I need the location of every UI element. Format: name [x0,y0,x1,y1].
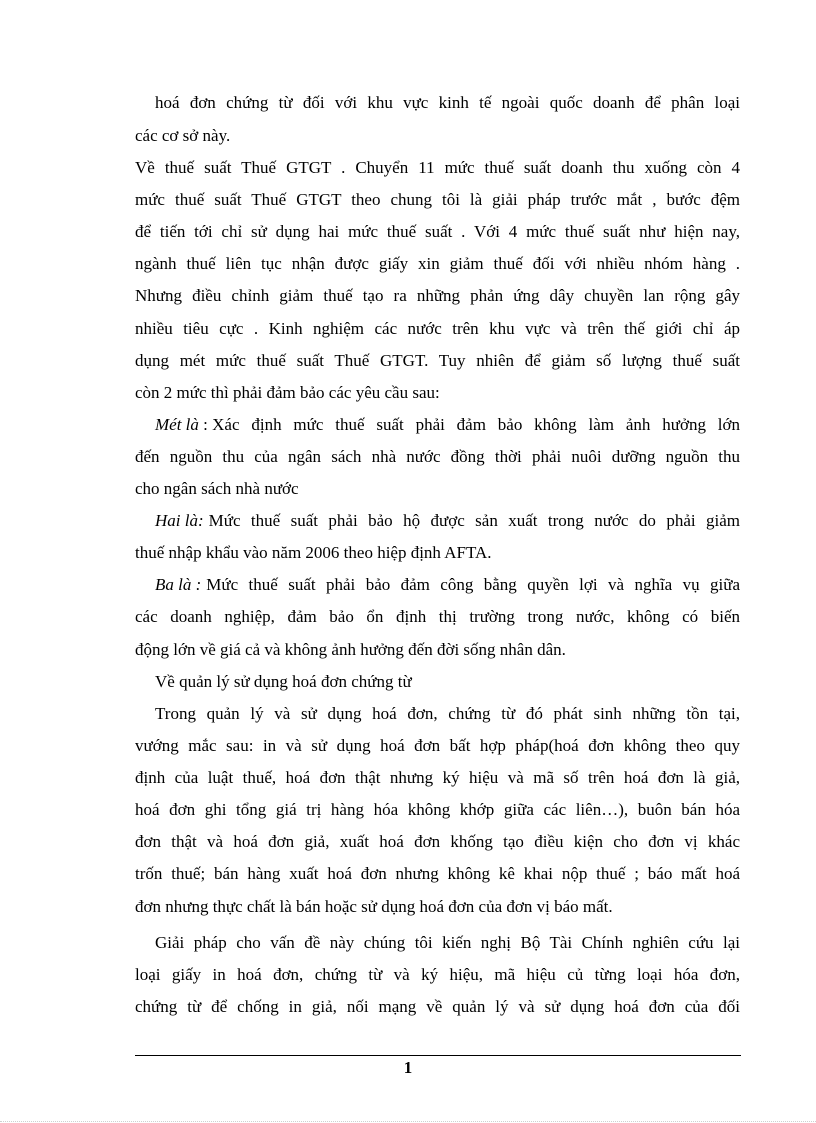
text-line: trốn thuế; bán hàng xuất hoá đơn nhưng không kê khai nộp thuế ; báo mất hoá [135,864,740,883]
text-line: các doanh nghiệp, đảm bảo ổn định thị trường trong nước, không có biến [135,607,740,626]
list-item-second [155,510,740,532]
text-line: nhiều tiêu cực . Kinh nghiệm các nước trên khu vực và trên thế giới chỉ áp [135,319,740,338]
text-line: chứng từ để chống in giả, nối mạng về quản lý và sử dụng hoá đơn của đối [135,997,740,1016]
text-line: cho ngân sách nhà nước [135,479,299,498]
text-line: còn 2 mức thì phải đảm bảo các yêu cầu sau: [135,383,440,402]
text-line: các cơ sở này. [135,126,231,145]
list-item-third [155,574,740,596]
text-line: Về thuế suất Thuế GTGT . Chuyển 11 mức thuế suất doanh thu xuống còn 4 [135,158,740,177]
text-line: Giải pháp cho vấn đề này chúng tôi kiến nghị Bộ Tài Chính nghiên cứu lại [155,933,740,952]
text-line: loại giấy in hoá đơn, chứng từ và ký hiệu, mã hiệu củ từng loại hóa đơn, [135,965,740,984]
text-line: hoá đơn chứng từ đối với khu vực kinh tế ngoài quốc doanh để phân loại [155,93,740,112]
text-line: Mức thuế suất phải bảo hộ được sản xuất trong nước do phải giảm [208,511,740,530]
text-line: đơn nhưng thực chất là bán hoặc sử dụng hoá đơn của đơn vị báo mất. [135,897,613,916]
text-line: dụng mét mức thuế suất Thuế GTGT. Tuy nhiên để giảm số lượng thuế suất [135,351,740,370]
label-first: Mét là [155,415,199,434]
text-line: đến nguồn thu của ngân sách nhà nước đồng thời phải nuôi dưỡng nguồn thu [135,447,740,466]
label-second: Hai là: [155,511,204,530]
text-line: hoá đơn ghi tổng giá trị hàng hóa không khớp giữa các liên…), buôn bán hóa [135,800,740,819]
text-line: vướng mắc sau: in và sử dụng hoá đơn bất hợp pháp(hoá đơn không theo quy [135,736,740,755]
text-line: Xác định mức thuế suất phải đảm bảo không làm ảnh hưởng lớn [212,415,740,434]
list-item-first [155,414,740,436]
text-line: đơn thật và hoá đơn giả, xuất hoá đơn khống tạo điều kiện cho đơn vị khác [135,832,740,851]
text-line: Mức thuế suất phải bảo đảm công bằng quyền lợi và nghĩa vụ giữa [206,575,740,594]
text-line: mức thuế suất Thuế GTGT theo chung tôi là giải pháp trước mắt , bước đệm [135,190,740,209]
text-line: Trong quản lý và sử dụng hoá đơn, chứng từ đó phát sinh những tồn tại, [155,704,740,723]
label-separator: : [198,415,213,434]
page-bottom-border [0,1121,816,1122]
footer-rule [135,1055,741,1056]
text-line: thuế nhập khẩu vào năm 2006 theo hiệp định AFTA. [135,543,492,562]
text-line: định của luật thuế, hoá đơn thật nhưng ký hiệu và mã số trên hoá đơn là giả, [135,768,740,787]
text-line: động lớn về giá cả và không ảnh hưởng đến đời sống nhân dân. [135,640,566,659]
label-third: Ba là : [155,575,202,594]
section-heading: Về quản lý sử dụng hoá đơn chứng từ [155,672,412,691]
text-line: Nhưng điều chỉnh giảm thuế tạo ra những phản ứng dây chuyền lan rộng gây [135,286,740,305]
page-number: 1 [403,1058,413,1077]
text-line: để tiến tới chỉ sử dụng hai mức thuế suất . Với 4 mức thuế suất như hiện nay, [135,222,740,241]
text-line: ngành thuế liên tục nhận được giấy xin giảm thuế đối với nhiều nhóm hàng . [135,254,740,273]
